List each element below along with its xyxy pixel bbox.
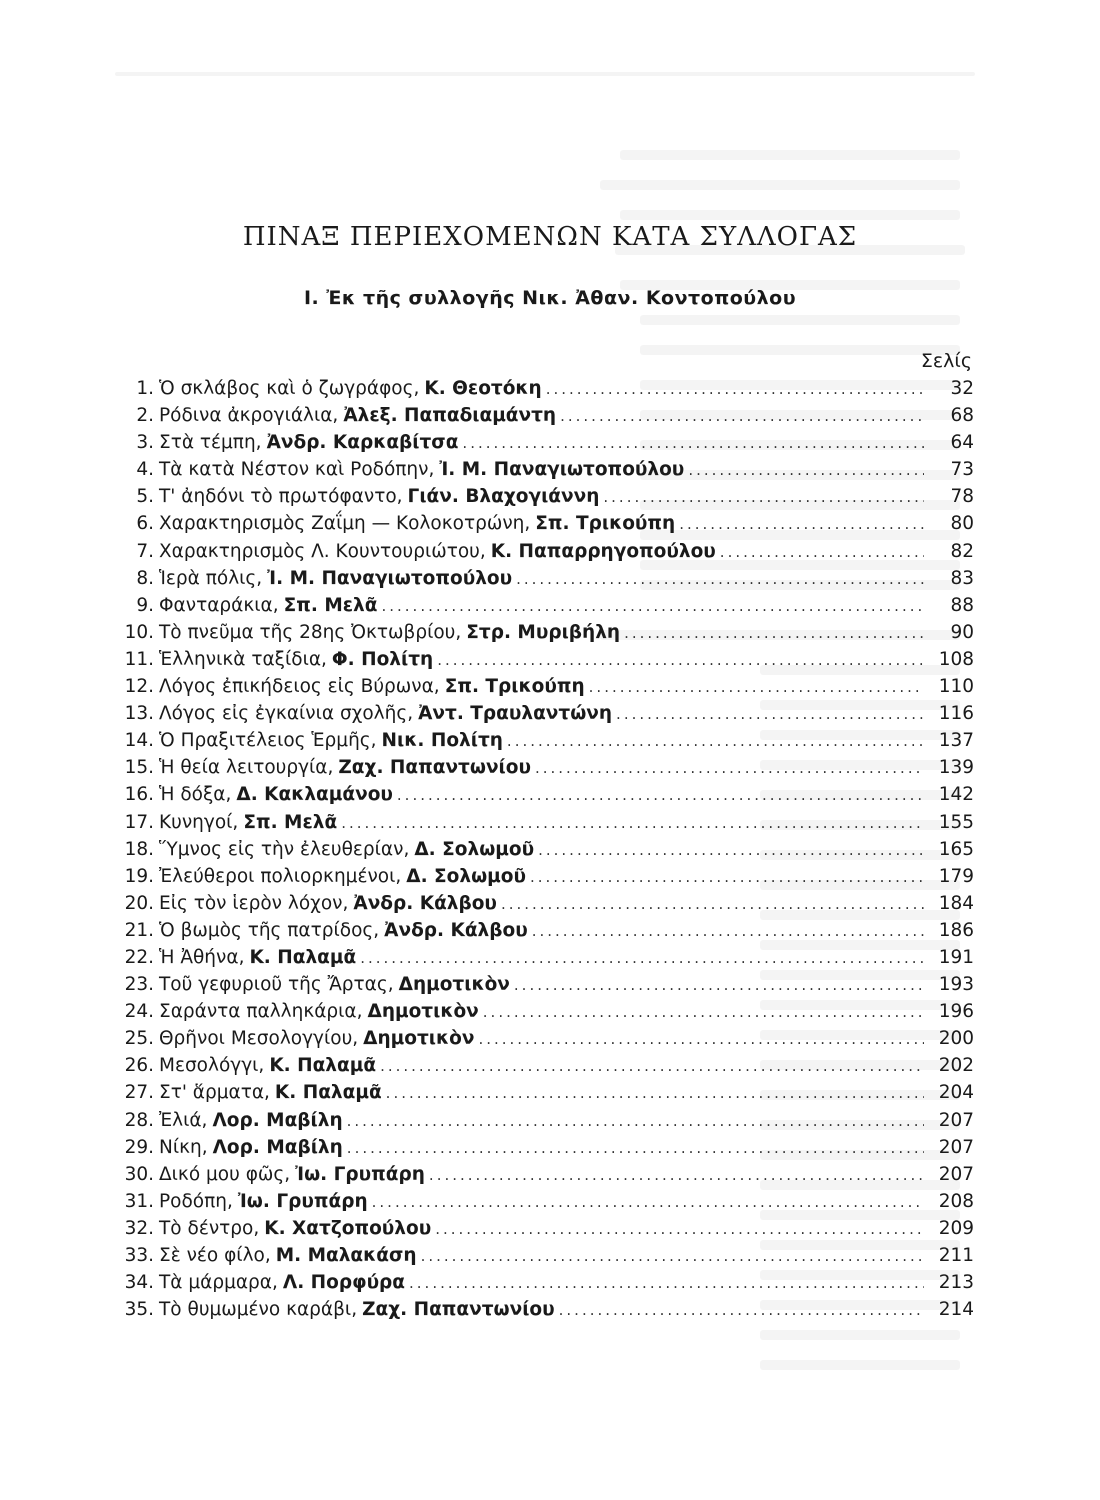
- entry-number: 1.: [136, 378, 154, 399]
- dot-leader: [616, 701, 924, 728]
- toc-entry: [122, 1134, 974, 1161]
- entry-page: 68: [950, 405, 974, 427]
- entry-title: Ἡ θεία λειτουργία,: [159, 757, 334, 779]
- entry-author: Ἀλεξ. Παπαδιαμάντη: [343, 405, 557, 427]
- toc-entry: [122, 429, 974, 456]
- entry-page: 193: [938, 974, 974, 996]
- entry-title: Τὰ μάρμαρα,: [159, 1272, 278, 1294]
- entry-page: 88: [950, 594, 974, 616]
- entry-title: Λόγος εἰς ἐγκαίνια σχολῆς,: [159, 703, 414, 725]
- dot-leader: [386, 1080, 924, 1107]
- toc-entry: [122, 727, 974, 754]
- entry-author: Μ. Μαλακάση: [275, 1245, 417, 1266]
- entry-page: 207: [938, 1136, 974, 1158]
- entry-author: Σπ. Μελᾶ: [243, 811, 338, 833]
- dot-leader: [435, 1216, 924, 1243]
- entry-title: Τὸ θυμωμένο καράβι,: [159, 1299, 358, 1321]
- entry-page: 139: [938, 757, 974, 779]
- toc-entry: [122, 1296, 974, 1323]
- entry-author: Κ. Παπαρρηγοπούλου: [490, 540, 716, 562]
- entry-author: Δημοτικὸν: [363, 1028, 475, 1050]
- entry-number: 3.: [136, 432, 154, 454]
- toc-entry: [122, 1161, 974, 1188]
- entry-number: 30.: [124, 1163, 154, 1185]
- entry-author: Κ. Παλαμᾶ: [249, 946, 357, 968]
- dot-leader: [559, 1297, 924, 1324]
- toc-entry: [122, 917, 974, 944]
- toc-entry: [122, 1215, 974, 1242]
- entry-author: Κ. Χατζοπούλου: [264, 1217, 432, 1239]
- entry-page: 186: [938, 919, 974, 941]
- entry-title: Δικό μου φῶς,: [159, 1163, 291, 1185]
- table-of-contents: [122, 375, 974, 1323]
- entry-page: 200: [938, 1028, 974, 1050]
- entry-number: 10.: [124, 621, 154, 643]
- entry-page: 179: [938, 865, 974, 887]
- entry-page: 82: [950, 540, 974, 562]
- entry-page: 137: [938, 730, 974, 752]
- entry-title: Ἱερὰ πόλις,: [159, 567, 263, 589]
- toc-entry: [122, 565, 974, 592]
- toc-entry: [122, 700, 974, 727]
- dot-leader: [720, 539, 924, 566]
- entry-number: 35.: [124, 1299, 154, 1321]
- entry-author: Κ. Θεοτόκη: [424, 378, 542, 399]
- toc-entry: [122, 456, 974, 483]
- entry-title: Ροδόπη,: [159, 1190, 233, 1212]
- dot-leader: [501, 891, 924, 918]
- entry-page: 207: [938, 1163, 974, 1185]
- entry-number: 13.: [124, 703, 154, 725]
- dot-leader: [516, 566, 924, 593]
- entry-title: Ἡ δόξα,: [159, 784, 232, 806]
- entry-author: Δημοτικὸν: [367, 1001, 479, 1023]
- entry-author: Νικ. Πολίτη: [381, 730, 503, 752]
- toc-entry: [122, 781, 974, 808]
- dot-leader: [421, 1243, 924, 1270]
- entry-title: Τ' ἀηδόνι τὸ πρωτόφαντο,: [159, 486, 403, 508]
- entry-title: Ὁ σκλάβος καὶ ὁ ζωγράφος,: [159, 378, 420, 399]
- toc-entry: [122, 483, 974, 510]
- dot-leader: [530, 864, 924, 891]
- entry-number: 32.: [124, 1217, 154, 1239]
- entry-page: 191: [938, 946, 974, 968]
- entry-author: Σπ. Μελᾶ: [283, 594, 378, 616]
- entry-author: Ἰω. Γρυπάρη: [295, 1163, 425, 1185]
- entry-author: Ζαχ. Παπαντωνίου: [338, 757, 531, 779]
- entry-title: Λόγος ἐπικήδειος εἰς Βύρωνα,: [159, 676, 440, 698]
- entry-number: 33.: [124, 1245, 154, 1266]
- entry-number: 24.: [124, 1001, 154, 1023]
- entry-title: Κυνηγοί,: [159, 811, 239, 833]
- entry-page: 110: [938, 676, 974, 698]
- entry-title: Ὁ βωμὸς τῆς πατρίδος,: [159, 919, 380, 941]
- entry-author: Δ. Σολωμοῦ: [406, 865, 526, 887]
- entry-page: 165: [938, 838, 974, 860]
- dot-leader: [347, 1135, 924, 1162]
- entry-number: 12.: [124, 676, 154, 698]
- entry-number: 28.: [124, 1109, 154, 1131]
- entry-page: 73: [950, 459, 974, 481]
- dot-leader: [560, 403, 924, 430]
- entry-page: 208: [938, 1190, 974, 1212]
- entry-title: Ὕμνος εἰς τὴν ἐλευθερίαν,: [159, 838, 410, 860]
- entry-author: Δ. Σολωμοῦ: [414, 838, 535, 860]
- toc-entry: [122, 646, 974, 673]
- entry-title: Ἡ Ἀθήνα,: [159, 946, 245, 968]
- entry-number: 5.: [136, 486, 154, 508]
- entry-page: 196: [938, 1001, 974, 1023]
- entry-title: Στὰ τέμπη,: [159, 432, 262, 454]
- dot-leader: [507, 728, 924, 755]
- entry-page: 83: [950, 567, 974, 589]
- dot-leader: [409, 1270, 924, 1297]
- dot-leader: [679, 511, 924, 538]
- dot-leader: [514, 972, 924, 999]
- entry-number: 29.: [124, 1136, 154, 1158]
- entry-title: Σὲ νέο φίλο,: [159, 1245, 271, 1266]
- entry-title: Τὸ δέντρο,: [159, 1217, 260, 1239]
- page-title: ΠΙΝΑΞ ΠΕΡΙΕΧΟΜΕΝΩΝ ΚΑΤΑ ΣΥΛΛΟΓΑΣ: [242, 222, 858, 252]
- entry-author: Ζαχ. Παπαντωνίου: [362, 1299, 555, 1321]
- entry-number: 7.: [136, 540, 154, 562]
- entry-number: 18.: [124, 838, 154, 860]
- dot-leader: [688, 457, 924, 484]
- toc-entry: [122, 998, 974, 1025]
- entry-page: 202: [938, 1055, 974, 1077]
- toc-entry: [122, 1025, 974, 1052]
- entry-title: Μεσολόγγι,: [159, 1055, 265, 1077]
- entry-page: 108: [938, 648, 974, 670]
- toc-entry: [122, 1052, 974, 1079]
- dot-leader: [532, 918, 924, 945]
- dot-leader: [341, 810, 924, 837]
- entry-number: 31.: [124, 1190, 154, 1212]
- entry-number: 8.: [136, 567, 154, 589]
- dot-leader: [535, 755, 924, 782]
- entry-title: Ἑλληνικὰ ταξίδια,: [159, 648, 327, 670]
- toc-entry: [122, 1242, 974, 1269]
- entry-author: Ἰ. Μ. Παναγιωτοπούλου: [439, 459, 685, 481]
- entry-author: Λ. Πορφύρα: [282, 1272, 406, 1294]
- entry-title: Τὰ κατὰ Νέστον καὶ Ροδόπην,: [159, 459, 435, 481]
- entry-number: 19.: [124, 865, 154, 887]
- entry-title: Ρόδινα ἀκρογιάλια,: [159, 405, 339, 427]
- toc-entry: [122, 538, 974, 565]
- entry-page: 204: [938, 1082, 974, 1104]
- entry-title: Φανταράκια,: [159, 594, 279, 616]
- entry-number: 22.: [124, 946, 154, 968]
- entry-page: 90: [950, 621, 974, 643]
- entry-author: Γιάν. Βλαχογιάννη: [407, 486, 600, 508]
- entry-number: 34.: [124, 1272, 154, 1294]
- toc-entry: [122, 944, 974, 971]
- entry-author: Κ. Παλαμᾶ: [269, 1055, 377, 1077]
- entry-author: Λορ. Μαβίλη: [212, 1136, 343, 1158]
- toc-entry: [122, 1188, 974, 1215]
- dot-leader: [462, 430, 924, 457]
- entry-page: 184: [938, 892, 974, 914]
- toc-entry: [122, 1107, 974, 1134]
- entry-title: Ἐλιά,: [159, 1109, 208, 1131]
- entry-page: 64: [950, 432, 974, 454]
- entry-author: Ἀνδρ. Καρκαβίτσα: [266, 432, 459, 454]
- entry-author: Κ. Παλαμᾶ: [274, 1082, 382, 1104]
- entry-number: 9.: [136, 594, 154, 616]
- dot-leader: [347, 1108, 924, 1135]
- entry-author: Ἀνδρ. Κάλβου: [384, 919, 528, 941]
- toc-entry: [122, 402, 974, 429]
- toc-entry: [122, 890, 974, 917]
- dot-leader: [397, 782, 924, 809]
- toc-entry: [122, 863, 974, 890]
- dot-leader: [483, 999, 924, 1026]
- entry-author: Ἀντ. Τραυλαντώνη: [418, 703, 613, 725]
- toc-entry: [122, 1269, 974, 1296]
- entry-page: 32: [950, 378, 974, 399]
- dot-leader: [372, 1189, 924, 1216]
- entry-author: Ἰ. Μ. Παναγιωτοπούλου: [267, 567, 513, 589]
- dot-leader: [603, 484, 924, 511]
- toc-entry: [122, 619, 974, 646]
- entry-page: 207: [938, 1109, 974, 1131]
- toc-entry: [122, 375, 974, 402]
- entry-page: 78: [950, 486, 974, 508]
- entry-author: Δ. Κακλαμάνου: [236, 784, 393, 806]
- entry-author: Ἰω. Γρυπάρη: [237, 1190, 368, 1212]
- entry-number: 4.: [136, 459, 154, 481]
- entry-number: 16.: [124, 784, 154, 806]
- entry-number: 17.: [124, 811, 154, 833]
- entry-title: Χαρακτηρισμὸς Ζαΐμη — Κολοκοτρώνη,: [159, 513, 531, 535]
- dot-leader: [380, 1053, 924, 1080]
- dot-leader: [381, 593, 924, 620]
- entry-number: 25.: [124, 1028, 154, 1050]
- entry-number: 20.: [124, 892, 154, 914]
- entry-title: Τοῦ γεφυριοῦ τῆς Ἄρτας,: [159, 974, 394, 996]
- entry-title: Στ' ἅρματα,: [159, 1082, 270, 1104]
- entry-number: 23.: [124, 974, 154, 996]
- toc-entry: [122, 673, 974, 700]
- toc-entry: [122, 510, 974, 537]
- dot-leader: [624, 620, 924, 647]
- entry-title: Νίκη,: [159, 1136, 208, 1158]
- entry-title: Εἰς τὸν ἱερὸν λόχον,: [159, 892, 349, 914]
- entry-number: 21.: [124, 919, 154, 941]
- entry-title: Χαρακτηρισμὸς Λ. Κουντουριώτου,: [159, 540, 486, 562]
- entry-number: 27.: [124, 1082, 154, 1104]
- entry-number: 2.: [136, 405, 154, 427]
- toc-entry: [122, 592, 974, 619]
- entry-title: Θρῆνοι Μεσολογγίου,: [159, 1028, 359, 1050]
- entry-author: Σπ. Τρικούπη: [535, 513, 676, 535]
- entry-page: 213: [938, 1272, 974, 1294]
- toc-entry: [122, 1079, 974, 1106]
- entry-page: 80: [950, 513, 974, 535]
- dot-leader: [546, 376, 924, 403]
- entry-title: Ἐλεύθεροι πολιορκημένοι,: [159, 865, 402, 887]
- dot-leader: [437, 647, 924, 674]
- dot-leader: [538, 837, 924, 864]
- toc-entry: [122, 971, 974, 998]
- entry-page: 209: [938, 1217, 974, 1239]
- entry-title: Σαράντα παλληκάρια,: [159, 1001, 363, 1023]
- page-column-label: Σελίς: [920, 350, 972, 372]
- dot-leader: [429, 1162, 924, 1189]
- entry-author: Σπ. Τρικούπη: [444, 676, 585, 698]
- entry-page: 211: [938, 1245, 974, 1266]
- toc-entry: [122, 836, 974, 863]
- entry-author: Στρ. Μυριβήλη: [466, 621, 621, 643]
- entry-number: 15.: [124, 757, 154, 779]
- entry-author: Ἀνδρ. Κάλβου: [353, 892, 497, 914]
- entry-author: Λορ. Μαβίλη: [212, 1109, 343, 1131]
- dot-leader: [589, 674, 924, 701]
- entry-page: 142: [938, 784, 974, 806]
- entry-number: 6.: [136, 513, 154, 535]
- entry-author: Δημοτικὸν: [398, 974, 510, 996]
- entry-title: Τὸ πνεῦμα τῆς 28ης Ὀκτωβρίου,: [159, 621, 462, 643]
- entry-page: 155: [938, 811, 974, 833]
- entry-number: 11.: [124, 648, 154, 670]
- dot-leader: [360, 945, 924, 972]
- toc-entry: [122, 809, 974, 836]
- section-title: Ι. Ἐκ τῆς συλλογῆς Νικ. Ἀθαν. Κοντοπούλου: [303, 287, 797, 309]
- entry-author: Φ. Πολίτη: [331, 648, 434, 670]
- entry-number: 14.: [124, 730, 154, 752]
- entry-page: 116: [938, 703, 974, 725]
- dot-leader: [478, 1026, 924, 1053]
- toc-entry: [122, 754, 974, 781]
- entry-title: Ὁ Πραξιτέλειος Ἑρμῆς,: [159, 730, 377, 752]
- entry-number: 26.: [124, 1055, 154, 1077]
- entry-page: 214: [938, 1299, 974, 1321]
